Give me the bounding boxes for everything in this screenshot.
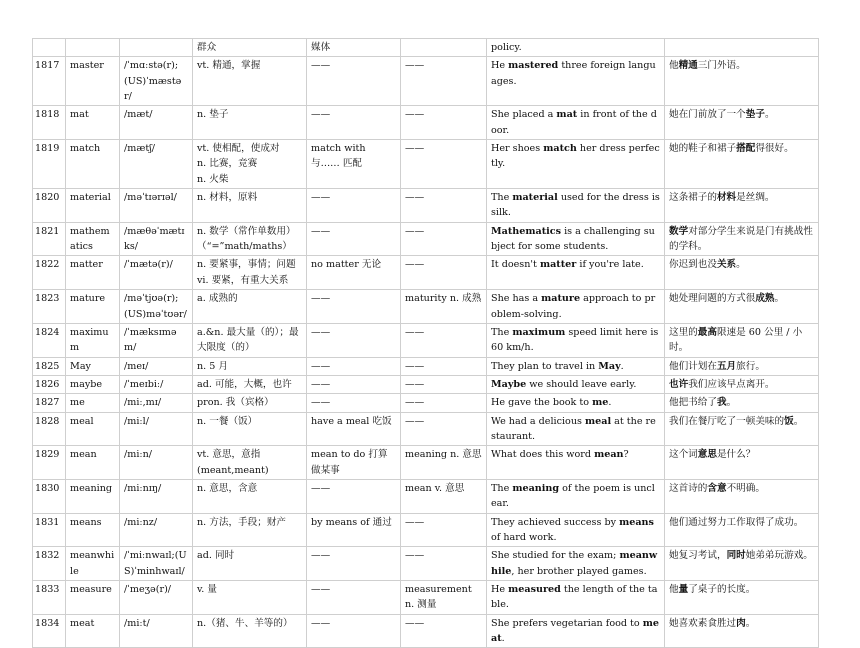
keyword-highlight: measured xyxy=(508,584,561,595)
example-zh-cell xyxy=(665,357,819,375)
row-number-cell: 1819 xyxy=(33,140,66,189)
row-number-cell: 1817 xyxy=(33,57,66,106)
example-text: He gave the book to xyxy=(491,397,593,409)
derivative-cell: —— xyxy=(401,412,487,446)
row-number-cell: 1828 xyxy=(33,412,66,446)
keyword-highlight: 同时 xyxy=(726,550,746,562)
keyword-highlight: 也许 xyxy=(669,378,689,390)
continuation-row xyxy=(33,39,819,57)
derivative-cell: —— xyxy=(401,256,487,290)
pos-meaning-cell: a. 成熟的 xyxy=(193,290,307,324)
translation-text: 这条裙子的 xyxy=(669,192,717,204)
pos-meaning-cell: a.&n. 最大量（的）；最大限度（的） xyxy=(193,323,307,357)
word-cell: match xyxy=(66,140,120,189)
example-text: speed limit here is 60 km/h. xyxy=(491,326,659,354)
phonetic-cell: /məˈtɪərɪəl/ xyxy=(120,189,193,223)
example-en-cell xyxy=(487,581,665,615)
example-text: is a challenging subject for some students. xyxy=(491,225,655,253)
translation-text: 他 xyxy=(669,60,679,72)
keyword-highlight: 含意 xyxy=(707,482,727,494)
table-row xyxy=(33,256,819,290)
keyword-highlight: Maybe xyxy=(491,378,527,390)
example-text: of the poem is unclear. xyxy=(491,482,655,510)
example-text: She has a xyxy=(491,293,542,305)
example-text: . xyxy=(501,633,505,645)
pos-meaning-cell: n.（猪、牛、羊等的） xyxy=(193,614,307,648)
example-text: at the restaurant. xyxy=(491,415,656,442)
example-text: Her shoes xyxy=(491,143,544,155)
phrase-cell: —— xyxy=(307,479,401,513)
example-text: She studied for the exam; xyxy=(491,550,620,562)
keyword-highlight: 肉 xyxy=(736,617,746,629)
translation-text: 他 xyxy=(669,584,679,595)
vocabulary-table xyxy=(32,38,819,648)
phrase-cell: —— xyxy=(307,189,401,223)
translation-text: 。 xyxy=(774,293,785,305)
example-en-cell xyxy=(487,323,665,357)
row-number-cell: 1820 xyxy=(33,189,66,223)
example-en-cell xyxy=(487,357,665,375)
example-text: He xyxy=(491,584,509,595)
word-cell: mat xyxy=(66,106,120,140)
keyword-highlight: means xyxy=(619,516,654,528)
translation-text: 他们通过努力工作取得了成功。 xyxy=(669,516,804,528)
example-text: We had a delicious xyxy=(491,415,585,427)
translation-text: 三门外语。 xyxy=(697,60,746,72)
derivative-cell: —— xyxy=(401,222,487,256)
phonetic-cell xyxy=(120,39,193,57)
pos-meaning-cell: n. 意思，含意 xyxy=(193,479,307,513)
word-cell: meal xyxy=(66,412,120,446)
example-zh-cell xyxy=(665,581,819,615)
derivative-cell: —— xyxy=(401,394,487,412)
phonetic-cell: /meɪ/ xyxy=(120,357,193,375)
row-number-cell: 1824 xyxy=(33,323,66,357)
derivative-cell: —— xyxy=(401,106,487,140)
phrase-cell: —— xyxy=(307,394,401,412)
phonetic-cell: /mæt/ xyxy=(120,106,193,140)
pos-meaning-cell: n. 数学（常作单数用）（“=”math/maths） xyxy=(193,222,307,256)
table-row xyxy=(33,394,819,412)
table-row xyxy=(33,140,819,189)
example-en-cell xyxy=(487,189,665,223)
example-text: the length of the table. xyxy=(491,584,658,611)
keyword-highlight: meanwhile xyxy=(491,550,658,577)
pos-meaning-cell: vt. 意思，意指 (meant,meant) xyxy=(193,446,307,480)
word-cell: matter xyxy=(66,256,120,290)
keyword-highlight: 量 xyxy=(678,584,689,595)
example-text: She placed a xyxy=(491,109,557,121)
phrase-cell: —— xyxy=(307,614,401,648)
word-cell: measure xyxy=(66,581,120,615)
table-row xyxy=(33,614,819,648)
phrase-cell: mean to do 打算做某事 xyxy=(307,446,401,480)
example-zh-cell xyxy=(665,614,819,648)
row-number-cell: 1833 xyxy=(33,581,66,615)
pos-meaning-cell: vt. 使相配，使成对 n. 比赛，竞赛 n. 火柴 xyxy=(193,140,307,189)
keyword-highlight: mean xyxy=(594,449,624,461)
word-cell: master xyxy=(66,57,120,106)
derivative-cell: —— xyxy=(401,323,487,357)
phrase-cell: —— xyxy=(307,375,401,393)
example-text: . xyxy=(608,397,612,409)
derivative-cell: —— xyxy=(401,547,487,581)
keyword-highlight: mat xyxy=(556,109,578,121)
derivative-cell: —— xyxy=(401,513,487,547)
phonetic-cell: /miːl/ xyxy=(120,412,193,446)
example-zh-cell xyxy=(665,57,819,106)
example-en-cell xyxy=(487,446,665,480)
phonetic-cell: /miːn/ xyxy=(120,446,193,480)
derivative-cell: —— xyxy=(401,614,487,648)
row-number-cell xyxy=(33,39,66,57)
example-zh-cell xyxy=(665,106,819,140)
word-cell: maybe xyxy=(66,375,120,393)
keyword-highlight: 搭配 xyxy=(736,143,756,155)
phonetic-cell: /miːt/ xyxy=(120,614,193,648)
phonetic-cell: /ˈmɑːstə(r);(US)ˈmæstər/ xyxy=(120,57,193,106)
example-en-cell xyxy=(487,290,665,324)
phrase-cell: —— xyxy=(307,581,401,615)
example-text: They achieved success by xyxy=(491,516,620,528)
word-cell: me xyxy=(66,394,120,412)
table-row xyxy=(33,412,819,446)
table-row xyxy=(33,479,819,513)
row-number-cell: 1823 xyxy=(33,290,66,324)
derivative-cell: —— xyxy=(401,140,487,189)
pos-meaning-cell: n. 5 月 xyxy=(193,357,307,375)
keyword-highlight: 成熟 xyxy=(755,293,775,305)
translation-text: 旅行。 xyxy=(736,360,765,372)
keyword-highlight: 关系 xyxy=(716,259,737,271)
example-zh-cell xyxy=(665,375,819,393)
table-row xyxy=(33,357,819,375)
row-number-cell: 1825 xyxy=(33,357,66,375)
example-en-cell xyxy=(487,547,665,581)
example-zh-cell xyxy=(665,547,819,581)
pos-meaning-cell: vt. 精通，掌握 xyxy=(193,57,307,106)
example-text: three foreign languages. xyxy=(491,60,656,87)
word-cell: means xyxy=(66,513,120,547)
phonetic-cell: /miːnz/ xyxy=(120,513,193,547)
example-en-cell xyxy=(487,479,665,513)
pos-meaning-cell: n. 垫子 xyxy=(193,106,307,140)
row-number-cell: 1831 xyxy=(33,513,66,547)
translation-text: 不明确。 xyxy=(726,482,765,494)
phrase-cell: —— xyxy=(307,357,401,375)
keyword-highlight: meat xyxy=(491,617,660,645)
phrase-cell: no matter 无论 xyxy=(307,256,401,290)
example-text: The xyxy=(491,482,513,494)
keyword-highlight: 我 xyxy=(716,397,727,409)
example-zh-cell xyxy=(665,140,819,189)
derivative-cell: —— xyxy=(401,57,487,106)
translation-text: 她复习考试， xyxy=(669,550,727,562)
keyword-highlight: 数学 xyxy=(669,225,689,237)
table-row xyxy=(33,57,819,106)
translation-text: 是丝绸。 xyxy=(736,192,775,204)
table-row xyxy=(33,189,819,223)
phonetic-cell: /ˈmiːnwaɪl;(US)ˈminhwaɪl/ xyxy=(120,547,193,581)
translation-text: 了桌子的长度。 xyxy=(688,584,756,595)
keyword-highlight: match xyxy=(543,143,577,155)
phonetic-cell: /ˈmætə(r)/ xyxy=(120,256,193,290)
word-cell: May xyxy=(66,357,120,375)
translation-text: 得很好。 xyxy=(755,143,794,155)
pos-meaning-cell: ad. 可能，大概，也许 xyxy=(193,375,307,393)
word-cell: mathematics xyxy=(66,222,120,256)
table-row xyxy=(33,446,819,480)
row-number-cell: 1829 xyxy=(33,446,66,480)
keyword-highlight: 垫子 xyxy=(745,109,765,121)
example-text: we should leave early. xyxy=(526,378,637,390)
example-zh-cell xyxy=(665,39,819,57)
derivative-cell: maturity n. 成熟 xyxy=(401,290,487,324)
example-zh-cell xyxy=(665,513,819,547)
keyword-highlight: matter xyxy=(539,259,577,271)
word-cell: meaning xyxy=(66,479,120,513)
phonetic-cell: /miːnɪŋ/ xyxy=(120,479,193,513)
keyword-highlight: 材料 xyxy=(716,192,737,204)
pos-meaning-cell: 群众 xyxy=(193,39,307,57)
translation-text: 我们应该早点离开。 xyxy=(688,378,775,390)
example-en-cell: policy. xyxy=(487,39,665,57)
keyword-highlight: 最高 xyxy=(697,326,717,338)
word-cell: mature xyxy=(66,290,120,324)
example-zh-cell xyxy=(665,256,819,290)
row-number-cell: 1821 xyxy=(33,222,66,256)
example-text: if you're late. xyxy=(576,259,644,271)
translation-text: 。 xyxy=(726,397,737,409)
example-zh-cell xyxy=(665,323,819,357)
keyword-highlight: May xyxy=(598,360,621,372)
example-en-cell xyxy=(487,375,665,393)
row-number-cell: 1834 xyxy=(33,614,66,648)
example-zh-cell xyxy=(665,479,819,513)
word-cell: meanwhile xyxy=(66,547,120,581)
word-cell: maximum xyxy=(66,323,120,357)
pos-meaning-cell: n. 方法，手段；财产 xyxy=(193,513,307,547)
derivative-cell: —— xyxy=(401,357,487,375)
example-en-cell xyxy=(487,106,665,140)
row-number-cell: 1826 xyxy=(33,375,66,393)
row-number-cell: 1830 xyxy=(33,479,66,513)
phonetic-cell: /miː,mɪ/ xyxy=(120,394,193,412)
word-cell: material xyxy=(66,189,120,223)
example-text: approach to problem-solving. xyxy=(491,293,656,320)
phrase-cell: —— xyxy=(307,547,401,581)
example-en-cell xyxy=(487,256,665,290)
pos-meaning-cell: pron. 我（宾格） xyxy=(193,394,307,412)
pos-meaning-cell: n. 一餐（饭） xyxy=(193,412,307,446)
example-text: , her brother played games. xyxy=(511,565,647,577)
word-cell: meat xyxy=(66,614,120,648)
phonetic-cell: /ˈmeʒə(r)/ xyxy=(120,581,193,615)
translation-text: 限速是 60 公里 / 小时。 xyxy=(669,326,803,354)
table-row xyxy=(33,375,819,393)
row-number-cell: 1818 xyxy=(33,106,66,140)
table-row xyxy=(33,290,819,324)
example-text: They plan to travel in xyxy=(491,360,599,372)
table-row xyxy=(33,323,819,357)
phonetic-cell: /mæθəˈmætɪks/ xyxy=(120,222,193,256)
keyword-highlight: material xyxy=(512,192,558,204)
phrase-cell: 媒体 xyxy=(307,39,401,57)
derivative-cell: measurement n. 测量 xyxy=(401,581,487,615)
translation-text: 她的鞋子和裙子 xyxy=(669,143,737,155)
keyword-highlight: 五月 xyxy=(716,360,737,372)
phrase-cell: —— xyxy=(307,290,401,324)
example-en-cell xyxy=(487,513,665,547)
translation-text: 。 xyxy=(793,415,804,427)
example-zh-cell xyxy=(665,222,819,256)
translation-text: 她弟弟玩游戏。 xyxy=(745,550,813,562)
translation-text: 他把书给了 xyxy=(669,397,717,409)
derivative-cell: meaning n. 意思 xyxy=(401,446,487,480)
translation-text: 我们在餐厅吃了一顿美味的 xyxy=(669,415,785,427)
keyword-highlight: 意思 xyxy=(697,449,717,461)
phonetic-cell: /ˈmeɪbiː/ xyxy=(120,375,193,393)
example-text: She prefers vegetarian food to xyxy=(491,617,643,629)
translation-text: 是什么？ xyxy=(716,449,756,461)
table-row xyxy=(33,106,819,140)
example-en-cell xyxy=(487,614,665,648)
example-text: What does this word xyxy=(491,449,595,461)
example-en-cell xyxy=(487,222,665,256)
example-text: in front of the door. xyxy=(491,109,657,136)
pos-meaning-cell: ad. 同时 xyxy=(193,547,307,581)
pos-meaning-cell: n. 要紧事，事情；问题 vi. 要紧，有重大关系 xyxy=(193,256,307,290)
example-text: The xyxy=(491,326,513,338)
translation-text: 。 xyxy=(764,109,775,121)
translation-text: 。 xyxy=(745,617,756,629)
translation-text: 她喜欢素食胜过 xyxy=(669,617,737,629)
keyword-highlight: maximum xyxy=(512,326,566,338)
example-zh-cell xyxy=(665,394,819,412)
derivative-cell: mean v. 意思 xyxy=(401,479,487,513)
example-zh-cell xyxy=(665,189,819,223)
example-zh-cell xyxy=(665,290,819,324)
pos-meaning-cell: n. 材料，原料 xyxy=(193,189,307,223)
phrase-cell: —— xyxy=(307,106,401,140)
example-text: her dress perfectly. xyxy=(491,143,660,170)
example-text: He xyxy=(491,60,509,72)
phrase-cell: match with 与…… 匹配 xyxy=(307,140,401,189)
example-text: of hard work. xyxy=(491,531,557,543)
keyword-highlight: Mathematics xyxy=(491,225,562,237)
example-text: It doesn't xyxy=(491,259,540,271)
translation-text: 她在门前放了一个 xyxy=(669,109,746,121)
table-row xyxy=(33,222,819,256)
phonetic-cell: /mætʃ/ xyxy=(120,140,193,189)
phrase-cell: —— xyxy=(307,323,401,357)
word-cell xyxy=(66,39,120,57)
pos-meaning-cell: v. 量 xyxy=(193,581,307,615)
example-zh-cell xyxy=(665,446,819,480)
translation-text: 这个词 xyxy=(669,449,698,461)
keyword-highlight: 精通 xyxy=(678,60,698,72)
phrase-cell: —— xyxy=(307,222,401,256)
derivative-cell: —— xyxy=(401,375,487,393)
example-text: ? xyxy=(623,449,629,461)
translation-text: 她处理问题的方式很 xyxy=(669,293,756,305)
example-en-cell xyxy=(487,57,665,106)
phrase-cell: by means of 通过 xyxy=(307,513,401,547)
keyword-highlight: me xyxy=(592,397,609,409)
table-row xyxy=(33,581,819,615)
translation-text: 这里的 xyxy=(669,326,698,338)
keyword-highlight: 饭 xyxy=(784,415,794,427)
translation-text: 。 xyxy=(736,259,746,271)
keyword-highlight: meal xyxy=(585,415,612,427)
row-number-cell: 1827 xyxy=(33,394,66,412)
phonetic-cell: /ˈmæksɪməm/ xyxy=(120,323,193,357)
example-zh-cell xyxy=(665,412,819,446)
translation-text: 你迟到也没 xyxy=(669,259,717,271)
translation-text: 他们计划在 xyxy=(669,360,717,372)
example-en-cell xyxy=(487,140,665,189)
phrase-cell: have a meal 吃饭 xyxy=(307,412,401,446)
phonetic-cell: /məˈtjʊə(r);(US)məˈtʊər/ xyxy=(120,290,193,324)
translation-text: 对部分学生来说是门有挑战性的学科。 xyxy=(669,225,813,253)
derivative-cell: —— xyxy=(401,189,487,223)
example-en-cell xyxy=(487,412,665,446)
row-number-cell: 1832 xyxy=(33,547,66,581)
keyword-highlight: mastered xyxy=(508,60,559,72)
row-number-cell: 1822 xyxy=(33,256,66,290)
derivative-cell xyxy=(401,39,487,57)
table-row xyxy=(33,513,819,547)
table-row xyxy=(33,547,819,581)
keyword-highlight: mature xyxy=(541,293,581,305)
phrase-cell: —— xyxy=(307,57,401,106)
example-text: used for the dress is silk. xyxy=(491,192,660,219)
word-cell: mean xyxy=(66,446,120,480)
example-text: . xyxy=(620,360,624,372)
keyword-highlight: meaning xyxy=(512,482,560,494)
example-text: The xyxy=(491,192,513,204)
example-en-cell xyxy=(487,394,665,412)
translation-text: 这首诗的 xyxy=(669,482,708,494)
